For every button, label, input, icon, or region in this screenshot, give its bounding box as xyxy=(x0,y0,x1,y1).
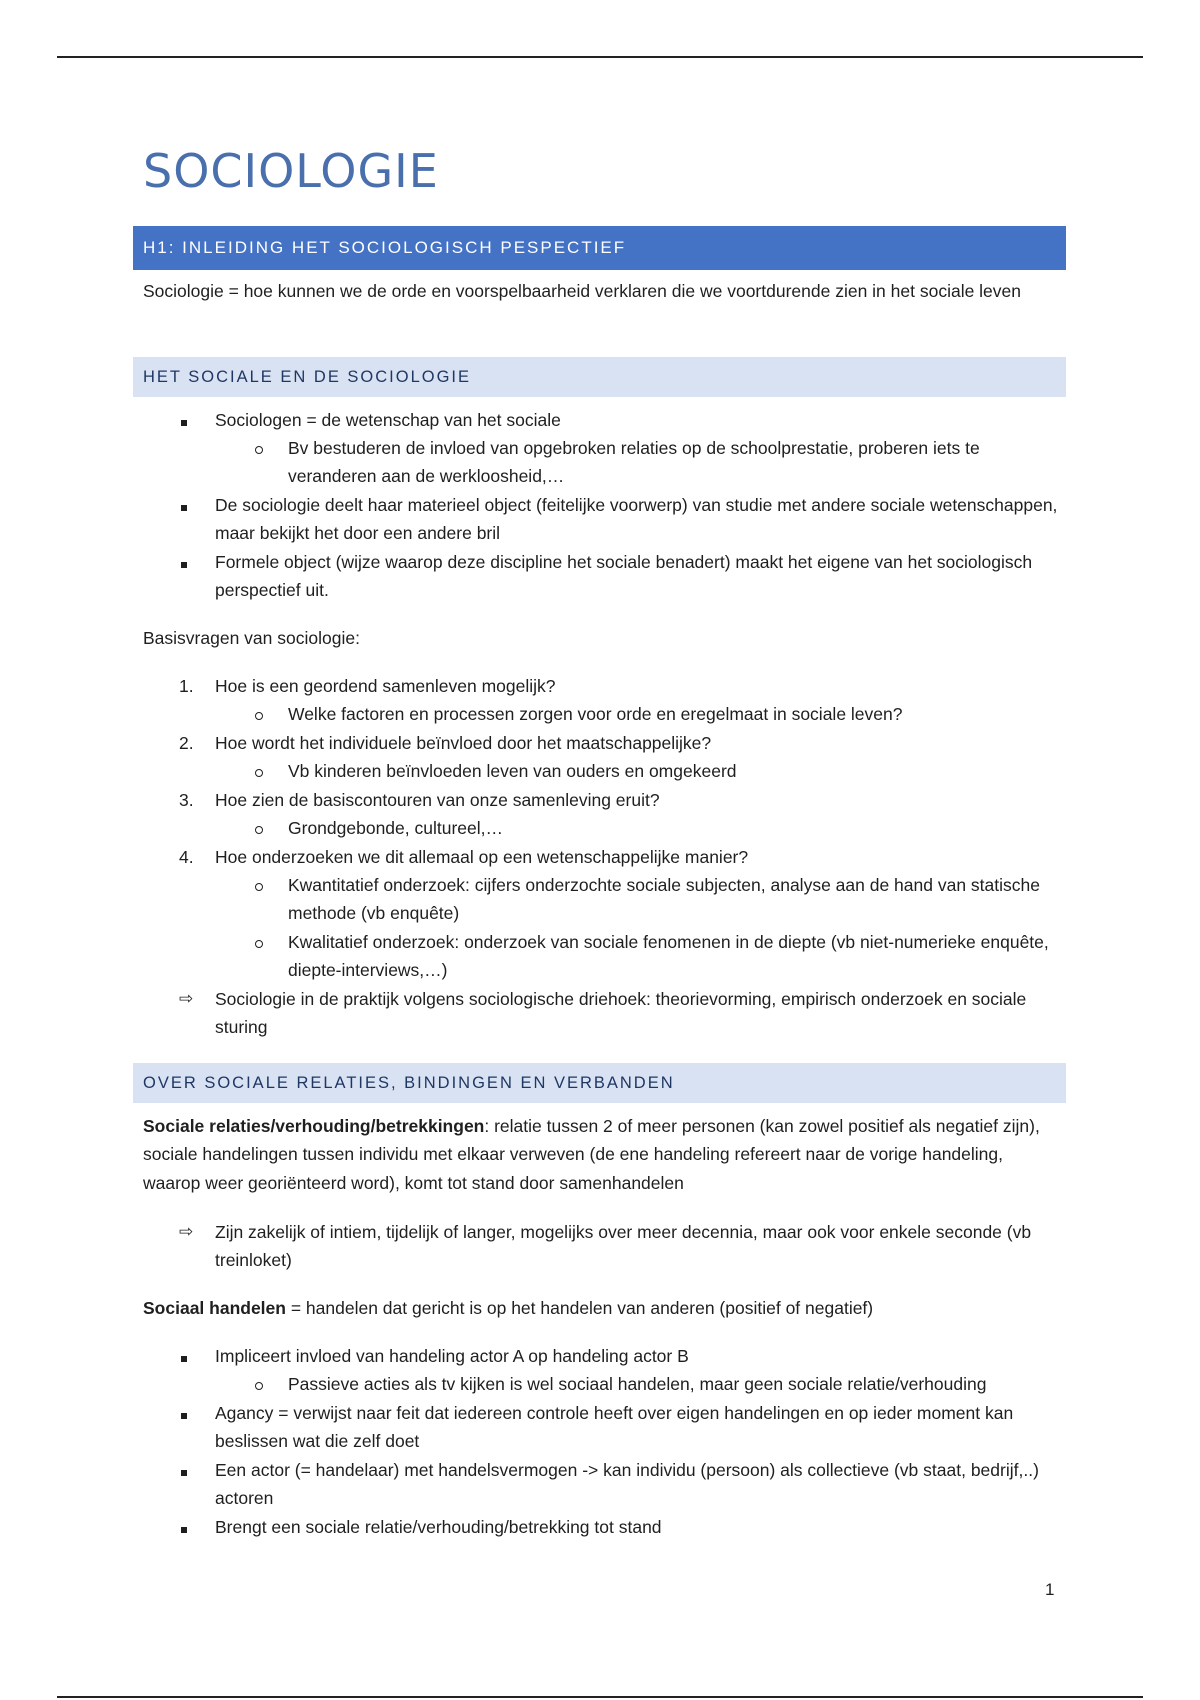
list-number: 3. xyxy=(179,790,194,810)
footer-rule xyxy=(57,1696,1143,1698)
basisvragen-label: Basisvragen van sociologie: xyxy=(143,628,360,648)
definition-term: Sociale relaties/verhouding/betrekkingen xyxy=(143,1116,485,1136)
square-bullet-icon xyxy=(181,1470,187,1476)
list-item xyxy=(215,1399,1065,1456)
square-bullet-icon xyxy=(181,562,187,568)
list-item-text: Passieve acties als tv kijken is wel sociaal handelen, maar geen sociale relatie/verhouding xyxy=(288,1374,987,1394)
circle-bullet-icon xyxy=(255,940,263,948)
square-bullet-icon xyxy=(181,1413,187,1419)
list-item-text: Vb kinderen beïnvloeden leven van ouders en omgekeerd xyxy=(288,761,737,781)
list-item xyxy=(215,491,1065,548)
list-item-text: Hoe onderzoeken we dit allemaal op een wetenschappelijke manier? xyxy=(215,847,749,867)
list-item xyxy=(215,548,1065,605)
list-item-text: Bv bestuderen de invloed van opgebroken relaties op de schoolprestatie, proberen iets te veranderen aan de werkloosheid,… xyxy=(288,438,980,487)
list-item xyxy=(288,871,1058,928)
list-item-text: Hoe wordt het individuele beïnvloed door het maatschappelijke? xyxy=(215,733,712,753)
circle-bullet-icon xyxy=(255,826,263,834)
list-item xyxy=(215,1342,1065,1370)
list-item-text: Grondgebonde, cultureel,… xyxy=(288,818,503,838)
square-bullet-icon xyxy=(181,1527,187,1533)
list-item-text: Zijn zakelijk of intiem, tijdelijk of langer, mogelijks over meer decennia, maar ook voor enkele seconde (vb treinloket) xyxy=(215,1222,1032,1271)
list-number: 4. xyxy=(179,847,194,867)
list-item xyxy=(179,1218,1065,1275)
list-item-text: Sociologen = de wetenschap van het sociale xyxy=(215,410,561,430)
arrow-right-icon: ⇨ xyxy=(179,989,194,1008)
list-item xyxy=(288,814,1058,842)
list-item xyxy=(179,729,1065,757)
circle-bullet-icon xyxy=(255,883,263,891)
list-item-text: Sociologie in de praktijk volgens sociologische driehoek: theorievorming, empirisch onderzoek en sociale sturing xyxy=(215,989,1027,1038)
square-bullet-icon xyxy=(181,505,187,511)
document-title: SOCIOLOGIE xyxy=(143,144,439,198)
list-item xyxy=(215,1513,1065,1541)
list-item-text: Kwantitatief onderzoek: cijfers onderzochte sociale subjecten, analyse aan de hand van statische methode (vb enquête) xyxy=(288,875,1040,924)
list-item xyxy=(179,672,1065,700)
definition-paragraph xyxy=(143,1294,1053,1322)
list-item xyxy=(288,1370,1058,1398)
list-item xyxy=(179,985,1065,1042)
definition-term: Sociaal handelen xyxy=(143,1298,286,1318)
list-item-text: Brengt een sociale relatie/verhouding/betrekking tot stand xyxy=(215,1517,662,1537)
list-number: 1. xyxy=(179,676,194,696)
list-item xyxy=(288,928,1058,985)
square-bullet-icon xyxy=(181,1356,187,1362)
list-item-text: Een actor (= handelaar) met handelsvermogen -> kan individu (persoon) als collectieve (vb staat, bedrijf,..) actoren xyxy=(215,1460,1039,1509)
section-heading-relaties: OVER SOCIALE RELATIES, BINDINGEN EN VERBANDEN xyxy=(133,1063,1066,1103)
circle-bullet-icon xyxy=(255,446,263,454)
definition-text: = handelen dat gericht is op het handelen van anderen (positief of negatief) xyxy=(285,1298,874,1318)
circle-bullet-icon xyxy=(255,769,263,777)
circle-bullet-icon xyxy=(255,1382,263,1390)
list-item-text: Kwalitatief onderzoek: onderzoek van sociale fenomenen in de diepte (vb niet-numerieke enquête, diepte-interviews,…) xyxy=(288,932,1049,981)
definition-paragraph xyxy=(143,1112,1053,1197)
arrow-right-icon: ⇨ xyxy=(179,1222,194,1241)
chapter-heading: H1: INLEIDING HET SOCIOLOGISCH PESPECTIEF xyxy=(133,226,1066,270)
list-item xyxy=(288,757,1058,785)
list-item-text: Hoe zien de basiscontouren van onze samenleving eruit? xyxy=(215,790,660,810)
list-item-text: Welke factoren en processen zorgen voor orde en eregelmaat in sociale leven? xyxy=(288,704,903,724)
page-number: 1 xyxy=(1045,1580,1055,1599)
list-number: 2. xyxy=(179,733,194,753)
list-item xyxy=(288,434,1058,491)
list-item xyxy=(179,786,1065,814)
list-item xyxy=(288,700,1058,728)
header-rule xyxy=(57,56,1143,58)
list-item-text: Agancy = verwijst naar feit dat iedereen controle heeft over eigen handelingen en op ieder moment kan beslissen wat die zelf doet xyxy=(215,1403,1014,1452)
list-item-text: Formele object (wijze waarop deze discipline het sociale benadert) maakt het eigene van het sociologisch perspectief uit. xyxy=(215,552,1033,601)
intro-paragraph: Sociologie = hoe kunnen we de orde en voorspelbaarheid verklaren die we voortdurende zien in het sociale leven xyxy=(143,281,1022,301)
square-bullet-icon xyxy=(181,420,187,426)
list-item xyxy=(215,406,1065,434)
list-item-text: Hoe is een geordend samenleven mogelijk? xyxy=(215,676,556,696)
circle-bullet-icon xyxy=(255,712,263,720)
section-heading-sociale: HET SOCIALE EN DE SOCIOLOGIE xyxy=(133,357,1066,397)
definition-text: : relatie tussen 2 of meer personen (kan zowel positief als negatief zijn), sociale handelingen tussen individu met elkaar verweven (de ene handeling refereert naar de vorige handeling, waarop weer georiënteerd word), komt tot stand door samenhandelen xyxy=(143,1116,1040,1193)
list-item-text: De sociologie deelt haar materieel object (feitelijke voorwerp) van studie met andere sociale wetenschappen, maar bekijkt het door een andere bril xyxy=(215,495,1058,544)
list-item xyxy=(179,843,1065,871)
list-item-text: Impliceert invloed van handeling actor A op handeling actor B xyxy=(215,1346,689,1366)
list-item xyxy=(215,1456,1065,1513)
